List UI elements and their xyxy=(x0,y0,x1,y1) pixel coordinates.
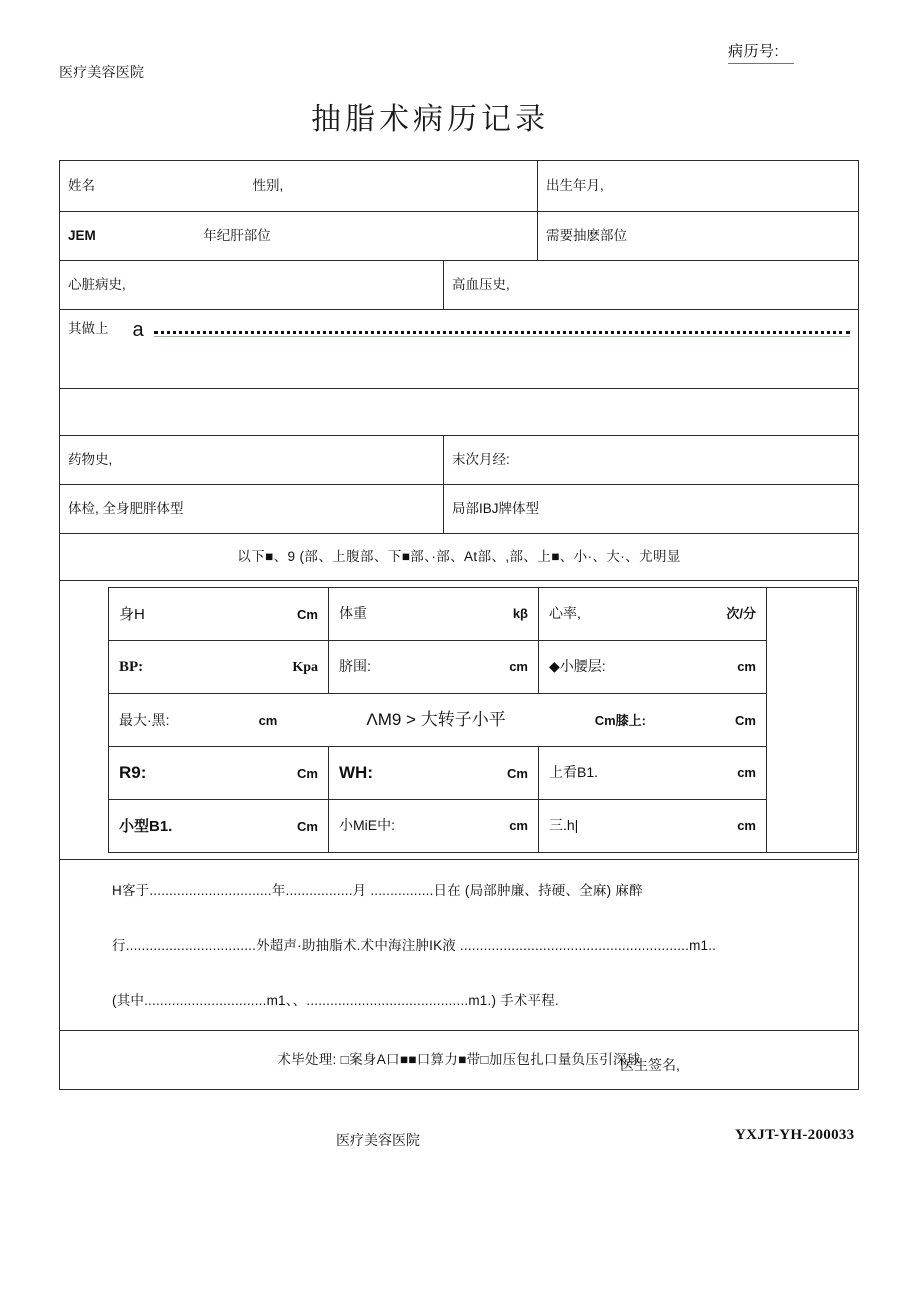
operative-line-3: (其中...............................m1、、.........................................m1.) 手术平程. xyxy=(112,992,559,1008)
postop-text[interactable]: 术毕处理: □案身A口■■口算力■带□加压包扎口量负压引深球 xyxy=(60,1031,859,1090)
other-history-fill-line[interactable] xyxy=(154,331,850,334)
cell-bp-history[interactable] xyxy=(444,261,859,310)
bp-unit: Kpa xyxy=(292,659,318,675)
gender-label: 性别, xyxy=(252,177,284,193)
small-mid-unit: cm xyxy=(509,818,528,834)
knee-unit: Cm xyxy=(735,713,756,729)
measure-cell-max-span[interactable] xyxy=(109,694,767,747)
measurement-row xyxy=(109,694,857,747)
page-title: 抽脂术病历记录 xyxy=(311,102,549,137)
last-menses-label: 末次月经: xyxy=(452,451,510,467)
trochanter-label: ΛM9 > 大转子小平 xyxy=(366,710,506,730)
measure-cell-height[interactable] xyxy=(109,588,329,641)
navel-circ-unit: cm xyxy=(509,659,528,675)
table-row-site xyxy=(60,212,859,261)
form-code: YXJT-YH-200033 xyxy=(735,1127,855,1143)
table-row-heart-history xyxy=(60,261,859,310)
cell-operative-note[interactable] xyxy=(60,860,859,1031)
cell-birthdate[interactable] xyxy=(538,161,859,212)
measurement-row xyxy=(109,588,857,641)
table-row-operative-note xyxy=(60,860,859,1031)
waist-label: ◆小腰层: xyxy=(549,658,606,675)
other-history-prefix: a xyxy=(132,319,144,341)
measure-cell-wh[interactable] xyxy=(329,747,539,800)
cell-name-gender[interactable] xyxy=(60,161,538,212)
operative-line-2: 行.................................外超声·助抽脂术.术中海注肿IK液 ..........................................................m1.. xyxy=(112,937,717,953)
measure-cell-bp[interactable] xyxy=(109,641,329,694)
measurement-row xyxy=(109,641,857,694)
operative-line-1: H客于...............................年.................月 ................日在 (局部肿廉、持硬、全麻) 麻醉 xyxy=(112,883,643,898)
measurement-row xyxy=(109,800,857,853)
hospital-name-header: 医疗美容医院 xyxy=(59,64,145,80)
drug-history-label: 药物史, xyxy=(68,451,113,467)
measure-cell-heart-rate[interactable] xyxy=(539,588,767,641)
table-row-physical-exam xyxy=(60,485,859,534)
measure-cell-weight[interactable] xyxy=(329,588,539,641)
measure-empty-column xyxy=(767,588,857,853)
table-row-site-note xyxy=(60,534,859,581)
max-unit: cm xyxy=(258,713,278,729)
bp-history-label: 高血压史, xyxy=(452,276,510,292)
cell-heart-history[interactable] xyxy=(60,261,444,310)
cell-local-type[interactable] xyxy=(444,485,859,534)
table-row-measurements xyxy=(60,581,859,860)
site-note-text: 以下■、9 (部、上腹部、下■部、·部、At部、,部、上■、小·、大·、尤明显 xyxy=(60,534,859,581)
jem-label: JEM xyxy=(68,227,96,243)
r9-label: R9: xyxy=(119,763,147,783)
record-number-field[interactable]: 病历号: xyxy=(728,40,794,64)
weight-unit: kβ xyxy=(512,606,528,622)
weight-label: 体重 xyxy=(339,605,367,622)
cell-physical-exam[interactable] xyxy=(60,485,444,534)
hospital-name-footer: 医疗美容医院 xyxy=(336,1132,420,1148)
waist-unit: cm xyxy=(737,659,756,675)
table-row-blank xyxy=(60,389,859,436)
cell-measurement-container xyxy=(60,581,859,860)
other-history-label: 其做上 xyxy=(68,321,109,337)
measure-cell-third[interactable] xyxy=(539,800,767,853)
cell-drug-history[interactable] xyxy=(60,436,444,485)
small-b1-label: 小型B1. xyxy=(119,817,173,835)
name-label: 姓名 xyxy=(68,177,95,193)
cell-last-menses[interactable] xyxy=(444,436,859,485)
third-label: 三.h| xyxy=(549,817,579,834)
table-row-postop xyxy=(60,1031,859,1090)
heart-rate-label: 心率, xyxy=(549,605,581,622)
wh-label: WH: xyxy=(339,763,373,783)
small-b1-unit: Cm xyxy=(297,818,318,834)
cell-blank[interactable] xyxy=(60,389,859,436)
need-site-label: 需要抽麽部位 xyxy=(546,227,628,243)
measure-cell-upper-b1[interactable] xyxy=(539,747,767,800)
table-row-name xyxy=(60,161,859,212)
cell-other-history[interactable] xyxy=(60,310,859,389)
height-label: 身H xyxy=(119,605,145,623)
doctor-signature-label[interactable]: 医生签名, xyxy=(620,1057,680,1073)
r9-unit: Cm xyxy=(297,766,318,782)
navel-circ-label: 脐围: xyxy=(339,658,371,675)
heart-history-label: 心脏病史, xyxy=(68,276,126,292)
cell-age-site[interactable] xyxy=(60,212,538,261)
patient-info-table xyxy=(59,160,859,1090)
table-row-drug-history xyxy=(60,436,859,485)
measure-cell-small-b1[interactable] xyxy=(109,800,329,853)
bp-label: BP: xyxy=(119,658,144,675)
measure-cell-small-mid[interactable] xyxy=(329,800,539,853)
local-type-label: 局部IBJ牌体型 xyxy=(452,500,540,516)
measure-cell-navel-circ[interactable] xyxy=(329,641,539,694)
physical-exam-label: 体检, 全身肥胖体型 xyxy=(68,500,184,516)
max-label: 最大·黑: xyxy=(119,712,170,729)
upper-b1-unit: cm xyxy=(737,765,756,781)
cell-need-site[interactable] xyxy=(538,212,859,261)
measurement-table xyxy=(108,587,857,853)
heart-rate-unit: 次/分 xyxy=(726,606,756,622)
height-unit: Cm xyxy=(297,606,318,622)
upper-b1-label: 上看B1. xyxy=(549,764,599,781)
birthdate-label: 出生年月, xyxy=(546,177,604,193)
measure-cell-r9[interactable] xyxy=(109,747,329,800)
measurement-row xyxy=(109,747,857,800)
measure-cell-waist[interactable] xyxy=(539,641,767,694)
small-mid-label: 小MiE中: xyxy=(339,817,395,834)
wh-unit: Cm xyxy=(507,766,528,782)
knee-label: Cm膝上: xyxy=(594,713,646,729)
table-row-other-history xyxy=(60,310,859,389)
age-site-label: 年纪肝部位 xyxy=(203,227,271,243)
third-unit: cm xyxy=(737,818,756,834)
